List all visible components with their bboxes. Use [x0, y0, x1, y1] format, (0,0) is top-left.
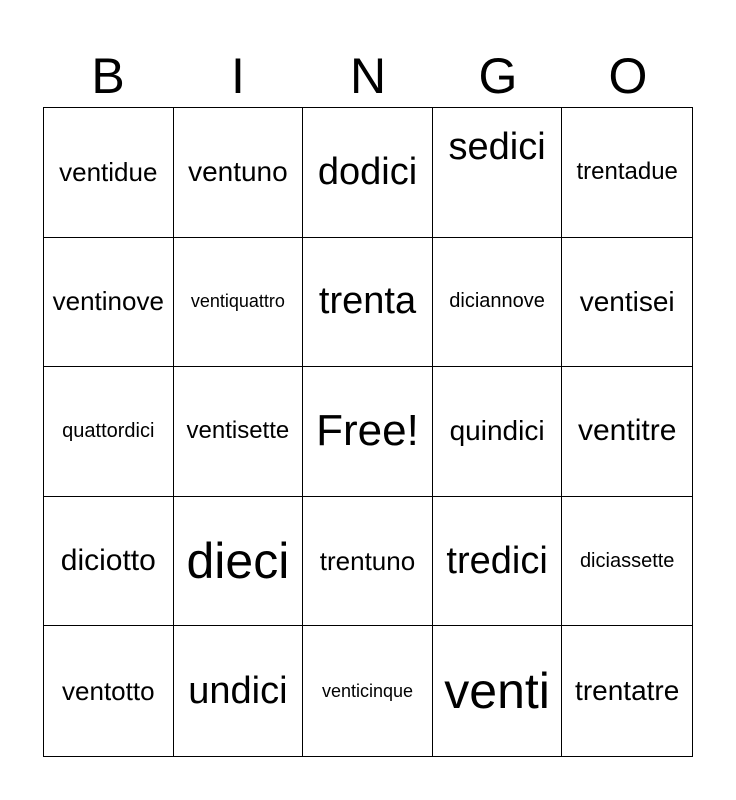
cell-text: trentuno [319, 545, 416, 576]
bingo-cell[interactable] [44, 497, 174, 627]
cell-text: sedici [448, 125, 546, 168]
bingo-cell[interactable] [174, 108, 304, 238]
bingo-cell[interactable] [562, 367, 692, 497]
cell-text: undici [188, 669, 288, 712]
free-space-text: Free! [316, 406, 419, 456]
cell-text: ventiquattro [190, 291, 285, 312]
cell-text: venticinque [321, 680, 414, 701]
free-space-cell[interactable] [303, 367, 433, 497]
cell-text: ventisei [579, 285, 675, 317]
cell-text: ventisette [186, 417, 290, 445]
bingo-cell[interactable] [562, 626, 692, 756]
bingo-cell[interactable] [433, 626, 563, 756]
cell-text: trentatre [575, 675, 680, 707]
bingo-cell[interactable] [433, 108, 563, 238]
cell-text: ventitre [578, 414, 677, 448]
cell-text: diciannove [449, 290, 545, 313]
bingo-cell[interactable] [433, 497, 563, 627]
header-letter-i: I [231, 48, 245, 104]
cell-text: tredici [446, 539, 548, 582]
bingo-cell[interactable] [562, 238, 692, 368]
bingo-cell[interactable] [562, 108, 692, 238]
cell-text: diciotto [60, 544, 156, 578]
bingo-cell[interactable] [44, 108, 174, 238]
header-letter-n: N [349, 48, 387, 104]
bingo-cell[interactable] [44, 238, 174, 368]
bingo-cell[interactable] [433, 367, 563, 497]
bingo-cell[interactable] [174, 497, 304, 627]
header-letter-o: O [608, 48, 648, 104]
bingo-cell[interactable] [303, 238, 433, 368]
cell-text: ventuno [188, 156, 288, 188]
cell-text: ventidue [59, 156, 158, 187]
cell-text: trenta [318, 280, 417, 323]
header-letter-g: G [478, 48, 518, 104]
bingo-cell[interactable] [44, 626, 174, 756]
header-letter-b: B [91, 48, 125, 104]
bingo-cell[interactable] [433, 238, 563, 368]
bingo-cell[interactable] [44, 367, 174, 497]
cell-text: trentadue [576, 158, 678, 186]
cell-text: ventinove [52, 286, 164, 317]
bingo-cell[interactable] [303, 626, 433, 756]
bingo-board [43, 107, 693, 757]
cell-text: diciassette [579, 549, 675, 572]
bingo-cell[interactable] [303, 108, 433, 238]
cell-text: dodici [317, 150, 418, 193]
cell-text: quindici [449, 415, 545, 447]
bingo-header [43, 44, 693, 108]
bingo-cell[interactable] [174, 626, 304, 756]
cell-text: dieci [186, 533, 290, 590]
bingo-cell[interactable] [174, 238, 304, 368]
cell-text: ventotto [62, 675, 155, 706]
cell-text: venti [444, 663, 550, 720]
bingo-cell[interactable] [303, 497, 433, 627]
bingo-cell[interactable] [174, 367, 304, 497]
cell-text: quattordici [62, 419, 155, 442]
bingo-cell[interactable] [562, 497, 692, 627]
